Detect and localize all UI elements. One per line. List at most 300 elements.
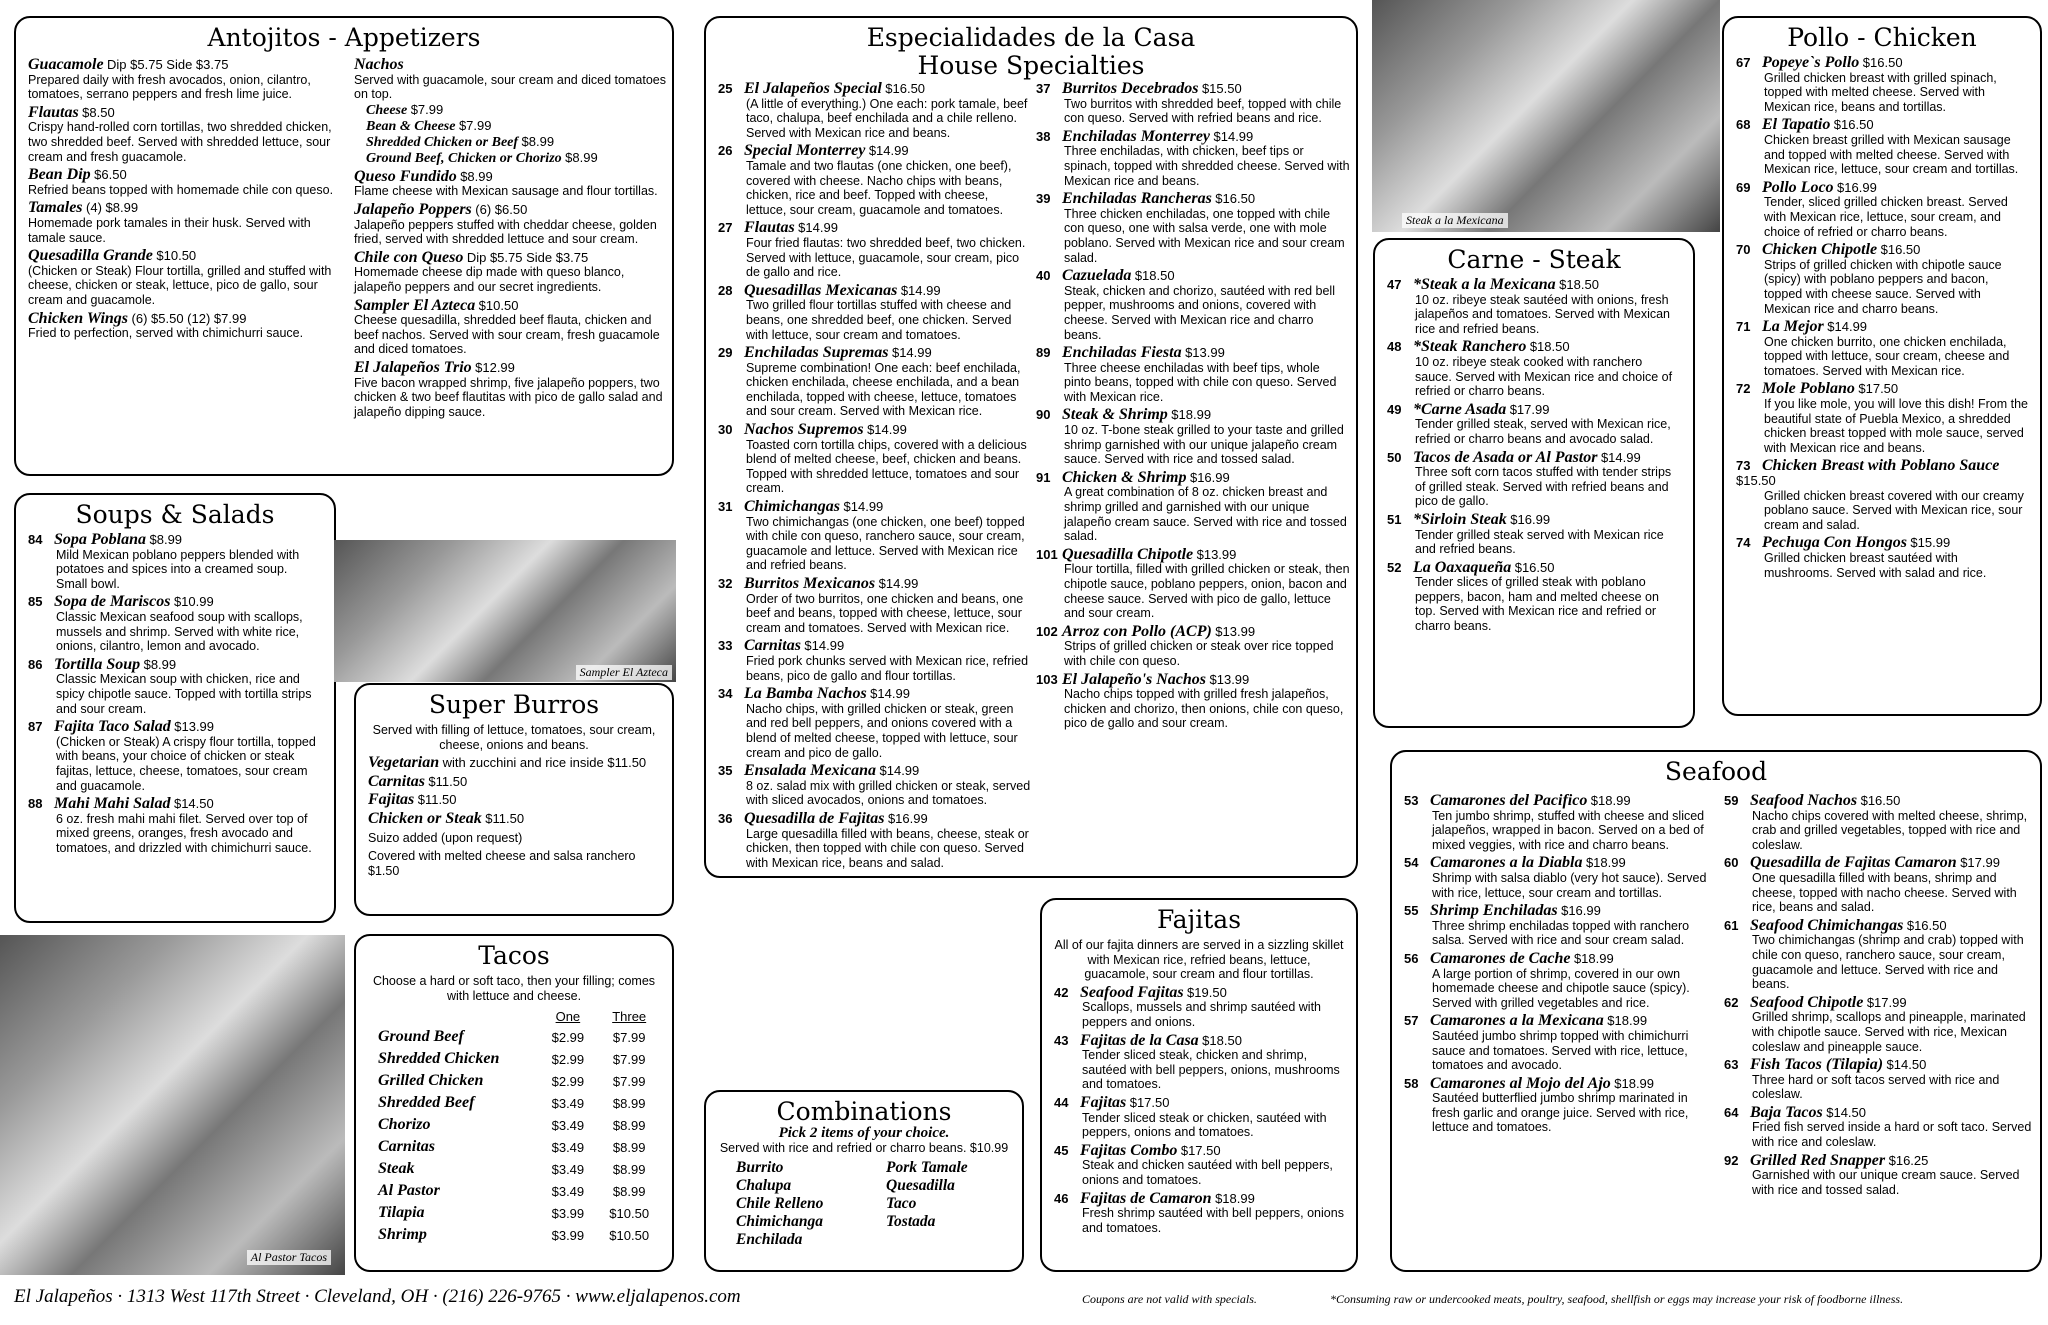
item-name: Chicken Breast with Poblano Sauce [1762,457,2000,475]
item-name: Quesadilla de Fajitas Camaron [1750,854,1957,872]
menu-item [1387,558,1681,634]
tacos-table [378,1007,660,1246]
item-number: 85 [28,594,43,610]
menu-item [1036,269,1350,342]
item-description: Steak, chicken and chorizo, sautéed with red bell pepper, mushrooms and onions, covered with cheese. Served with Mexican rice and charro beans. [1064,283,1335,342]
combo-option: Burrito [736,1159,784,1177]
item-description: Five bacon wrapped shrimp, five jalapeño poppers, two chicken & two beef flautitas with pico de gallo salad and jalapeño dipping sauce. [354,375,663,419]
item-name: Seafood Fajitas [1080,983,1184,1001]
taco-price-one: $2.99 [551,1073,585,1089]
item-price: with zucchini and rice inside $11.50 [442,755,647,771]
menu-item [1054,1189,1344,1236]
item-number: 101 [1036,546,1058,562]
item-description: A large portion of shrimp, covered in our own homemade cheese and chipotle sauce (spicy). Served with grilled vegetables and rice. [1432,966,1690,1010]
col-one-header: One [555,1009,581,1025]
menu-item [1724,856,2036,914]
taco-row [378,1092,660,1114]
item-name: Cazuelada [1062,267,1132,285]
item-price: $13.99 [1209,671,1250,687]
footer-warning: *Consuming raw or undercooked meats, poultry, seafood, shellfish or eggs may increase your risk of foodborne illness. [1330,1292,1904,1306]
item-name: Chicken Wings [28,309,129,327]
item-description: A great combination of 8 oz. chicken breast and shrimp grilled and garnished with our unique jalapeño cream sauce. Served with rice and tossed salad. [1064,485,1347,544]
option-price: $7.99 [410,101,444,117]
item-name: Chicken Chipotle [1762,241,1878,259]
item-description: 10 oz. ribeye steak sautéed with onions, fresh jalapeños and tomatoes. Served with Mexican rice and refried beans. [1415,292,1671,336]
item-number: 60 [1724,855,1739,871]
item-description: Three shrimp enchiladas topped with ranchero salsa. Served with rice and sour cream salad. [1432,918,1690,948]
menu-item [718,687,1032,760]
option-name: Cheese [366,102,408,118]
item-description: Crispy hand-rolled corn tortillas, two shredded chicken, two shredded beef. Served with shredded lettuce, sour cream and fresh guacamole. [28,120,332,164]
carne-steak-section [1373,238,1695,728]
menu-item [28,168,343,197]
item-number: 87 [28,719,43,735]
item-price: $16.99 [1189,469,1230,485]
taco-filling: Shredded Chicken [378,1050,500,1068]
menu-item [1404,856,1716,900]
taco-filling: Shrimp [378,1226,427,1244]
item-number: 33 [718,638,733,654]
menu-item [28,533,322,591]
item-name: Fajitas de la Casa [1080,1031,1199,1049]
item-number: 45 [1054,1142,1069,1158]
item-price: $16.50 [1860,793,1901,808]
item-price: $17.50 [1129,1094,1170,1110]
item-number: 70 [1736,242,1751,258]
item-description: (Chicken or Steak) Flour tortilla, grilled and stuffed with cheese, chicken or steak, lettuce, pico de gallo, sour cream and guacamole. [28,263,332,307]
item-name: Fajitas Combo [1080,1141,1178,1159]
item-number: 88 [28,796,43,812]
item-name: Guacamole [28,56,104,73]
menu-item [1387,400,1681,447]
item-price: $18.99 [1573,950,1614,966]
item-number: 58 [1404,1075,1419,1091]
item-number: 73 [1736,458,1751,474]
item-price: Dip $5.75 Side $3.75 [107,57,229,72]
item-price: $18.50 [1529,339,1570,355]
item-price: $13.99 [1185,345,1225,361]
item-name: Chicken & Shrimp [1062,468,1187,486]
burros-list [368,756,660,826]
item-name: Seafood Nachos [1750,792,1858,809]
item-number: 43 [1054,1032,1069,1048]
item-number: 54 [1404,855,1419,871]
item-name: Popeye`s Pollo [1762,54,1860,71]
item-price: $8.99 [460,168,493,184]
taco-price-one: $2.99 [551,1029,585,1045]
item-price: $10.50 [156,248,197,264]
item-name: Fish Tacos (Tilapia) [1750,1056,1884,1074]
item-name: Nachos [354,56,404,73]
menu-item [28,103,343,164]
menu-item [1736,459,2028,532]
item-name: Mole Poblano [1762,380,1855,398]
item-number: 59 [1724,793,1739,808]
item-description: Mild Mexican poblano peppers blended with potatoes and spices into a creamed soup. Small bowl. [56,547,300,591]
item-name: Burritos Decebrados [1062,80,1199,97]
carne-title: Carne - Steak [1447,245,1621,274]
item-name: Sopa de Mariscos [54,593,171,611]
item-name: Baja Tacos [1750,1103,1823,1121]
item-name: Shrimp Enchiladas [1430,902,1558,920]
item-description: Nacho chips, with grilled chicken or steak, green and red bell peppers, and onions covered with a blend of melted cheese, topped with lettuce, sour cream and pico de gallo. [746,701,1018,760]
item-name: Carnitas [744,637,801,655]
item-name: Quesadillas Mexicanas [744,281,898,299]
item-number: 102 [1036,623,1058,639]
specialties-title-es: Especialidades de la Casa [866,23,1196,52]
taco-filling: Al Pastor [378,1182,440,1200]
al-pastor-photo [0,935,345,1275]
item-description: Flour tortilla, filled with grilled chicken or steak, then chipotle sauce, poblano peppers, onion, bacon and cheese sauce. Served with pico de gallo, lettuce and sour cream. [1064,562,1350,621]
combos-subtitle: Pick 2 items of your choice. [778,1125,950,1141]
taco-filling: Grilled Chicken [378,1072,484,1090]
menu-item [1387,340,1681,398]
item-number: 26 [718,143,733,159]
item-name: Chimichangas [744,498,841,516]
item-number: 40 [1036,268,1051,284]
menu-item [1724,1058,2036,1102]
item-description: Tender, sliced grilled chicken breast. Served with Mexican rice, lettuce, sour cream, and choice of refried or charro beans. [1764,195,2008,239]
item-number: 27 [718,220,733,236]
item-price: $15.50 [1201,81,1242,96]
item-number: 57 [1404,1013,1419,1029]
fajitas-list [1054,983,1344,1236]
taco-filling: Chorizo [378,1116,431,1134]
seafood-title: Seafood [1664,757,1768,786]
menu-item [1404,949,1716,1010]
menu-item [1736,56,2028,114]
fajitas-section [1040,898,1358,1272]
menu-item [368,793,660,808]
item-description: One chicken burrito, one chicken enchilada, topped with lettuce, sour cream, cheese and tomatoes. Served with Mexican rice. [1764,334,2010,378]
item-price: $14.99 [1213,128,1254,144]
item-number: 69 [1736,179,1751,195]
combo-option: Quesadilla [886,1177,955,1195]
steak-photo [1372,0,1720,232]
menu-item [718,423,1032,496]
item-name: Tacos de Asada or Al Pastor [1413,448,1598,466]
soups-title: Soups & Salads [75,500,275,529]
item-description: Tender grilled steak, served with Mexican rice, refried or charro beans and avocado salad. [1415,417,1671,446]
item-description: Homemade pork tamales in their husk. Served with tamale sauce. [28,215,311,245]
item-description: Shrimp with salsa diablo (very hot sauce). Served with rice, lettuce, sour cream and tortillas. [1432,870,1707,900]
item-price: $13.99 [1196,546,1237,562]
item-description: 10 oz. T-bone steak grilled to your taste and grilled shrimp garnished with our unique jalapeño cream sauce. Served with rice and tossed salad. [1064,423,1344,467]
item-name: El Jalapeño's Nachos [1062,670,1207,688]
burros-title: Super Burros [428,690,600,719]
item-description: Chicken breast grilled with Mexican sausage and topped with melted cheese. Served with Mexican rice, lettuce, sour cream and tortillas. [1764,132,2019,177]
item-description: Fried to perfection, served with chimichurri sauce. [28,326,304,341]
item-description: Strips of grilled chicken or steak over rice topped with chile con queso. [1064,639,1334,668]
item-number: 44 [1054,1094,1069,1110]
item-name: Flautas [744,219,795,237]
menu-item [1724,1151,2036,1198]
menu-item [1054,1141,1344,1188]
item-price: $14.99 [870,686,910,702]
pollo-title: Pollo - Chicken [1787,23,1977,52]
item-description: (A little of everything.) One each: pork tamale, beef taco, chalupa, beef enchilada and a chile relleno. Served with Mexican rice and beans. [746,96,1028,140]
soups-salads-section [14,493,336,923]
pollo-chicken-section [1722,16,2042,716]
item-name: Bean Dip [28,166,91,184]
item-name: Enchiladas Supremas [744,344,889,362]
item-price: $8.99 [143,656,177,672]
item-number: 38 [1036,128,1051,144]
taco-price-one: $3.49 [551,1183,585,1199]
appetizers-right-column [354,58,669,423]
item-price: $14.99 [879,763,920,779]
item-name: Fajitas [1080,1093,1127,1111]
menu-item [1736,118,2028,176]
combo-option: Chimichanga [736,1213,823,1231]
item-price: $16.50 [885,81,926,96]
menu-item [718,221,1032,279]
item-name: Jalapeño Poppers [354,200,472,218]
item-price: $15.50 [1736,473,1776,489]
item-name: Steak & Shrimp [1062,406,1168,424]
item-price: $14.99 [878,576,919,591]
option-price: $8.99 [565,149,598,165]
combo-option: Enchilada [736,1231,803,1249]
specialties-right-column [1036,82,1350,735]
taco-filling: Shredded Beef [378,1094,475,1112]
item-price: $8.50 [82,104,115,120]
item-price: $18.99 [1215,1190,1255,1206]
item-number: 61 [1724,917,1739,933]
menu-item [28,201,343,245]
appetizers-title: Antojitos - Appetizers [207,23,481,52]
menu-item [718,281,1032,342]
item-price: (6) $6.50 [475,201,528,217]
item-name: Sampler El Azteca [354,296,476,314]
combo-option: Taco [886,1195,917,1213]
item-number: 52 [1387,559,1402,575]
item-description: 8 oz. salad mix with grilled chicken or steak, served with sliced avocados, onions and tomatoes. [746,778,1031,808]
item-description: Served with guacamole, sour cream and diced tomatoes on top. [354,72,666,102]
taco-price-one: $3.49 [551,1117,585,1133]
item-description: 6 oz. fresh mahi mahi filet. Served over top of mixed greens, oranges, fresh avocado and tomatoes, and drizzled with chimichurri sauce. [56,811,312,855]
taco-price-one: $3.49 [551,1139,585,1155]
taco-row [378,1136,660,1158]
item-price: $14.99 [868,143,909,159]
combo-option: Chalupa [736,1177,792,1195]
item-description: Two chimichangas (one chicken, one beef) topped with chile con queso, ranchero sauce, sour cream, guacamole and lettuce. Served with Mexican rice and refried beans. [746,514,1025,573]
item-price: $10.50 [478,297,519,313]
item-number: 34 [718,686,733,702]
menu-item [1736,243,2028,316]
menu-item [1724,794,2036,852]
item-price: $18.99 [1585,855,1626,871]
menu-item [1036,346,1350,404]
item-name: Enchiladas Monterrey [1062,127,1211,145]
item-name: Nachos Supremos [744,421,864,439]
item-description: Grilled chicken breast covered with our creamy poblano sauce. Served with Mexican rice, sour cream and salad. [1764,488,2024,532]
item-name: Carnitas [368,772,425,790]
specialties-left-column [718,82,1032,874]
item-name: Chicken or Steak [368,809,482,827]
item-description: Tender sliced steak, chicken and shrimp, sautéed with bell peppers, onions, mushrooms and tomatoes. [1082,1048,1340,1092]
item-description: Scallops, mussels and shrimp sautéed with peppers and onions. [1082,1000,1322,1029]
taco-price-three: $10.50 [609,1205,650,1221]
item-number: 39 [1036,191,1051,207]
item-price: $18.99 [1171,407,1212,423]
item-price: (4) $8.99 [86,200,139,216]
item-number: 48 [1387,339,1402,355]
item-price: $14.99 [1827,319,1868,335]
item-description: Garnished with our unique cream sauce. Served with rice and tossed salad. [1752,1168,2020,1197]
item-number: 62 [1724,994,1739,1010]
sampler-caption: Sampler El Azteca [576,665,672,680]
item-price: $16.50 [1862,55,1903,70]
menu-item [718,577,1032,635]
item-description: Order of two burritos, one chicken and beans, one beef and beans, topped with cheese, lettuce, sour cream and tomatoes. Served with Mexican rice. [746,591,1024,635]
fajitas-intro: All of our fajita dinners are served in a sizzling skillet with Mexican rice, refried beans, lettuce, guacamole, sour cream and flour tortillas. [1054,938,1344,982]
item-price: $15.99 [1910,535,1951,551]
item-number: 25 [718,81,733,96]
item-name: Tamales [28,199,83,217]
item-name: Pechuga Con Hongos [1762,534,1907,552]
item-number: 71 [1736,319,1751,335]
item-description: Sautéed butterflied jumbo shrimp marinated in fresh garlic and orange juice. Served with rice, lettuce and tomatoes. [1432,1091,1689,1135]
taco-price-three: $7.99 [612,1051,646,1067]
item-name: El Jalapeños Special [744,80,882,97]
menu-item [1036,670,1350,731]
menu-item [1036,192,1350,265]
al-pastor-caption: Al Pastor Tacos [247,1250,331,1265]
item-description: Flame cheese with Mexican sausage and flour tortillas. [354,184,658,199]
taco-price-one: $2.99 [551,1051,585,1067]
item-description: Fried fish served inside a hard or soft taco. Served with rice and coleslaw. [1752,1120,2032,1150]
item-name: Camarones al Mojo del Ajo [1430,1074,1611,1092]
item-name: Fajita Taco Salad [54,718,171,736]
item-price: $17.50 [1180,1142,1221,1158]
seafood-left-column [1404,794,1716,1139]
taco-price-one: $3.49 [551,1161,585,1177]
taco-price-one: $3.49 [551,1095,585,1111]
footer-address: El Jalapeños · 1313 West 117th Street · Cleveland, OH · (216) 226-9765 · www.eljalapenos.com [14,1286,741,1307]
taco-row [378,1202,660,1224]
item-name: Seafood Chimichangas [1750,916,1904,934]
item-name: Camarones a la Mexicana [1430,1012,1604,1030]
item-price: $11.50 [485,810,525,826]
item-price: $10.99 [173,594,214,610]
item-description: Nacho chips topped with grilled fresh jalapeños, chicken and chorizo, then onions, chile con queso, pico de gallo and sour cream. [1064,687,1344,731]
specialties-title-en: House Specialties [917,51,1145,80]
item-price: $12.99 [475,359,515,375]
menu-item [1387,278,1681,336]
item-name: Camarones a la Diabla [1430,854,1583,872]
item-number: 64 [1724,1104,1739,1120]
item-name: Pollo Loco [1762,178,1834,196]
item-name: Ensalada Mexicana [744,762,877,780]
item-number: 36 [718,810,733,826]
item-description: Classic Mexican seafood soup with scallops, mussels and shrimp. Served with white rice, onions, cilantro, lemon and avocado. [56,609,303,654]
burros-note-suizo: Suizo added (upon request) [368,830,523,845]
pollo-list [1736,56,2028,580]
item-number: 47 [1387,277,1402,292]
item-number: 42 [1054,984,1069,1000]
item-description: Three soft corn tacos stuffed with tender strips of grilled steak. Served with refried beans and pico de gallo. [1415,465,1672,509]
menu-item [1724,916,2036,992]
item-number: 103 [1036,671,1058,687]
nachos-option [366,102,669,118]
sampler-photo [334,540,676,682]
item-name: Vegetarian [368,754,440,772]
menu-item [354,248,669,295]
taco-filling: Carnitas [378,1138,435,1156]
menu-item [1736,320,2028,378]
menu-item [28,595,322,653]
item-number: 31 [718,499,733,515]
menu-item [354,358,669,419]
item-description: Four fried flautas: two shredded beef, two chicken. Served with lettuce, guacamole, sour cream, pico de gallo and rice. [746,235,1026,280]
option-name: Shredded Chicken or Beef [366,134,519,150]
menu-item [1054,983,1344,1030]
item-description: Grilled shrimp, scallops and pineapple, marinated with chipotle sauce. Served with rice, Mexican coleslaw and pineapple sauce. [1752,1010,2026,1054]
item-number: 37 [1036,81,1051,96]
item-number: 30 [718,422,733,438]
item-price: $11.50 [428,773,468,789]
item-price: $17.99 [1866,994,1907,1010]
item-name: *Steak Ranchero [1413,338,1527,356]
combos-intro: Served with rice and refried or charro beans. $10.99 [719,1140,1009,1155]
menu-item [28,797,322,855]
item-number: 55 [1404,903,1419,919]
super-burros-section [354,683,674,916]
item-description: Tamale and two flautas (one chicken, one beef), covered with cheese. Nacho chips with beans, chicken, rice and beef. Topped with cheese, lettuce, sour cream, guacamole and tomatoes. [746,158,1012,217]
seafood-right-column [1724,794,2036,1201]
appetizers-section [14,16,674,476]
item-price: $13.99 [174,719,215,735]
menu-item [28,58,343,102]
menu-item [718,639,1032,683]
item-name: Fajitas de Camaron [1080,1189,1212,1207]
item-name: El Tapatio [1762,116,1831,134]
item-price: $14.99 [900,282,941,298]
taco-filling: Tilapia [378,1204,425,1222]
item-price: $14.99 [798,220,838,236]
item-number: 51 [1387,511,1402,527]
steak-caption: Steak a la Mexicana [1402,213,1508,228]
item-price: (6) $5.50 (12) $7.99 [131,310,247,326]
item-name: Mahi Mahi Salad [54,795,171,813]
taco-price-three: $8.99 [612,1095,646,1111]
item-description: Nacho chips covered with melted cheese, shrimp, crab and grilled vegetables, topped with rice and coleslaw. [1752,808,2028,852]
item-description: Tender sliced steak or chicken, sautéed with peppers, onions and tomatoes. [1082,1110,1327,1140]
taco-row [378,1048,660,1070]
item-price: $18.99 [1590,793,1631,808]
item-price: $17.99 [1509,401,1550,417]
menu-item [1404,904,1716,948]
item-description: If you like mole, you will love this dish! From the beautiful state of Puebla Mexico, a shredded chicken breast topped with mole sauce, served with Mexican rice and beans. [1764,397,2028,455]
taco-price-three: $7.99 [612,1073,646,1089]
item-price: $16.50 [1833,117,1874,133]
item-price: $17.50 [1858,381,1899,397]
item-description: One quesadilla filled with beans, shrimp and cheese, topped with nacho cheese. Served with rice, beans and salad. [1752,870,2017,915]
menu-item [1736,536,2028,580]
item-price: $6.50 [94,167,127,183]
item-number: 86 [28,656,43,672]
item-price: $16.50 [1215,191,1256,207]
item-price: $18.99 [1614,1075,1655,1091]
item-price: $19.50 [1187,984,1227,1000]
item-number: 72 [1736,381,1751,397]
menu-item [1404,794,1716,852]
menu-item [1387,448,1681,509]
item-number: 84 [28,532,43,547]
menu-item [28,655,322,716]
item-description: Two burritos with shredded beef, topped with chile con queso. Served with refried beans and rice. [1064,96,1342,126]
